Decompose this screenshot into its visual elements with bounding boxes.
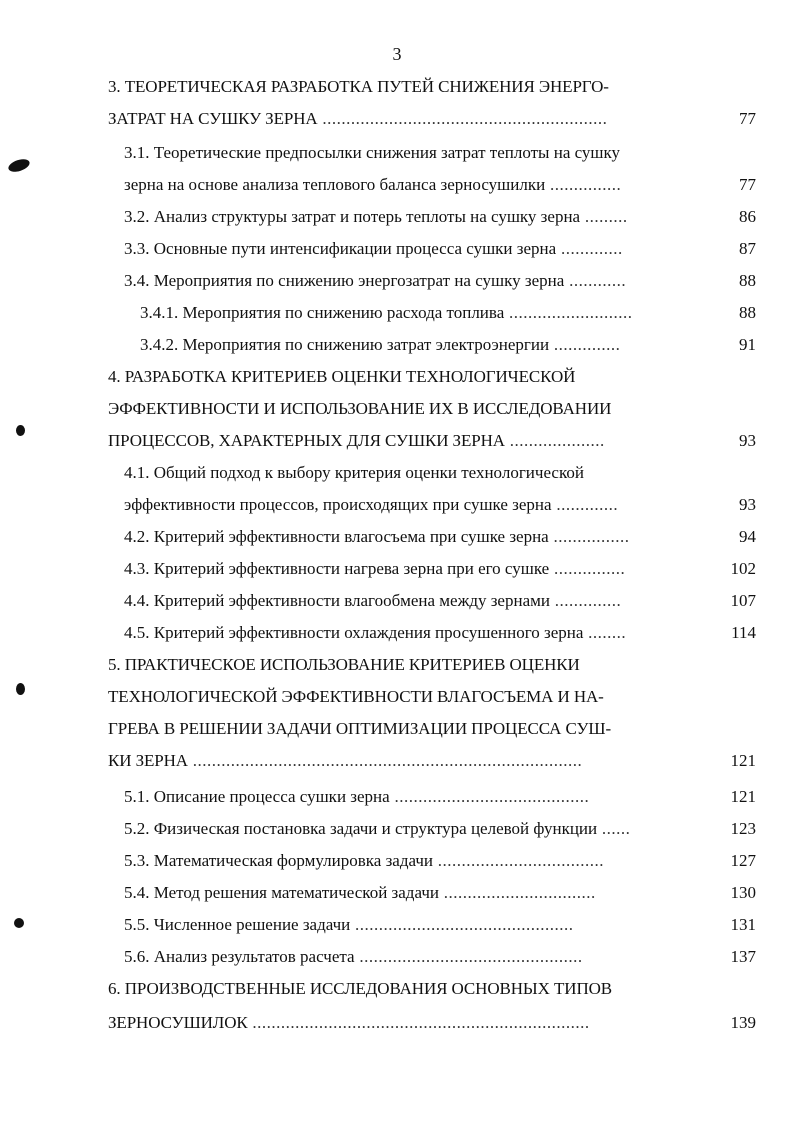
toc-page-3-4: 88 — [739, 271, 756, 290]
toc-page-4-2: 94 — [739, 527, 756, 546]
toc-item-3-1-line1: 3.1. Теоретические предпосылки снижения затрат теплоты на сушку — [124, 143, 621, 162]
toc-page-3-3: 87 — [739, 239, 756, 258]
page-number: 3 — [392, 44, 402, 64]
toc-item-4-2: 4.2. Критерий эффективности влагосъема при сушке зерна ................ — [124, 527, 630, 546]
toc-page-5-6: 137 — [730, 947, 756, 966]
toc-item-4-1-line1: 4.1. Общий подход к выбору критерия оценки технологической — [124, 463, 584, 482]
toc-page-4-5: 114 — [731, 623, 756, 642]
toc-item-5-1: 5.1. Описание процесса сушки зерна ......................................... — [124, 787, 590, 806]
toc-heading-4-line3: ПРОЦЕССОВ, ХАРАКТЕРНЫХ ДЛЯ СУШКИ ЗЕРНА .................... — [108, 431, 605, 450]
toc-item-5-5: 5.5. Численное решение задачи .............................................. — [124, 915, 574, 934]
toc-item-5-2: 5.2. Физическая постановка задачи и структура целевой функции ...... — [124, 819, 631, 838]
toc-page-5-5: 131 — [730, 915, 756, 934]
toc-heading-4-line2: ЭФФЕКТИВНОСТИ И ИСПОЛЬЗОВАНИЕ ИХ В ИССЛЕДОВАНИИ — [108, 399, 612, 418]
toc-page-5-4: 130 — [730, 883, 756, 902]
toc-page-4-3: 102 — [730, 559, 756, 578]
toc-page-5-3: 127 — [730, 851, 756, 870]
toc-heading-6-line1: 6. ПРОИЗВОДСТВЕННЫЕ ИССЛЕДОВАНИЯ ОСНОВНЫХ ТИПОВ — [108, 979, 613, 998]
toc-item-4-4: 4.4. Критерий эффективности влагообмена между зернами .............. — [124, 591, 622, 610]
toc-item-4-3: 4.3. Критерий эффективности нагрева зерна при его сушке ............... — [124, 559, 626, 578]
toc-item-3-2: 3.2. Анализ структуры затрат и потерь теплоты на сушку зерна ......... — [124, 207, 628, 226]
toc-page-3-4-2: 91 — [739, 335, 756, 354]
toc-page-5: 121 — [730, 751, 756, 770]
toc-item-3-1-line2: зерна на основе анализа теплового баланса зерносушилки ............... — [124, 175, 622, 194]
toc-heading-5-line1: 5. ПРАКТИЧЕСКОЕ ИСПОЛЬЗОВАНИЕ КРИТЕРИЕВ ОЦЕНКИ — [108, 655, 580, 674]
toc-heading-5-line4: КИ ЗЕРНА .................................................................................. — [108, 751, 583, 770]
toc-item-3-4: 3.4. Мероприятия по снижению энергозатрат на сушку зерна ............ — [124, 271, 627, 290]
toc-item-4-5: 4.5. Критерий эффективности охлаждения просушенного зерна ........ — [124, 623, 627, 642]
toc-item-5-3: 5.3. Математическая формулировка задачи ................................... — [124, 851, 604, 870]
toc-heading-5-line3: ГРЕВА В РЕШЕНИИ ЗАДАЧИ ОПТИМИЗАЦИИ ПРОЦЕССА СУШ- — [108, 719, 612, 738]
toc-page-4-4: 107 — [730, 591, 756, 610]
toc-heading-5-line2: ТЕХНОЛОГИЧЕСКОЙ ЭФФЕКТИВНОСТИ ВЛАГОСЪЕМА И НА- — [108, 687, 604, 706]
toc-item-3-4-2: 3.4.2. Мероприятия по снижению затрат электроэнергии .............. — [140, 335, 621, 354]
toc-heading-3-line2: ЗАТРАТ НА СУШКУ ЗЕРНА ............................................................ — [108, 109, 608, 128]
toc-item-4-1-line2: эффективности процессов, происходящих при сушке зерна ............. — [124, 495, 619, 514]
toc-heading-4-line1: 4. РАЗРАБОТКА КРИТЕРИЕВ ОЦЕНКИ ТЕХНОЛОГИЧЕСКОЙ — [108, 367, 576, 386]
toc-heading-3-line1: 3. ТЕОРЕТИЧЕСКАЯ РАЗРАБОТКА ПУТЕЙ СНИЖЕНИЯ ЭНЕРГО- — [108, 77, 609, 96]
toc-page-3-2: 86 — [739, 207, 756, 226]
toc-item-3-4-1: 3.4.1. Мероприятия по снижению расхода топлива .......................... — [140, 303, 633, 322]
toc-page-3: 77 — [739, 109, 756, 128]
toc-item-5-4: 5.4. Метод решения математической задачи ................................ — [124, 883, 596, 902]
toc-page-3-4-1: 88 — [739, 303, 756, 322]
toc-item-3-3: 3.3. Основные пути интенсификации процесса сушки зерна ............. — [124, 239, 623, 258]
toc-page-4: 93 — [739, 431, 756, 450]
toc-page-6: 139 — [730, 1013, 756, 1032]
toc-heading-6-line2: ЗЕРНОСУШИЛОК ....................................................................... — [108, 1013, 590, 1032]
toc-page-5-2: 123 — [730, 819, 756, 838]
toc-item-5-6: 5.6. Анализ результатов расчета ............................................... — [124, 947, 583, 966]
toc-page-3-1: 77 — [739, 175, 756, 194]
toc-page-4-1: 93 — [739, 495, 756, 514]
toc-page-5-1: 121 — [730, 787, 756, 806]
